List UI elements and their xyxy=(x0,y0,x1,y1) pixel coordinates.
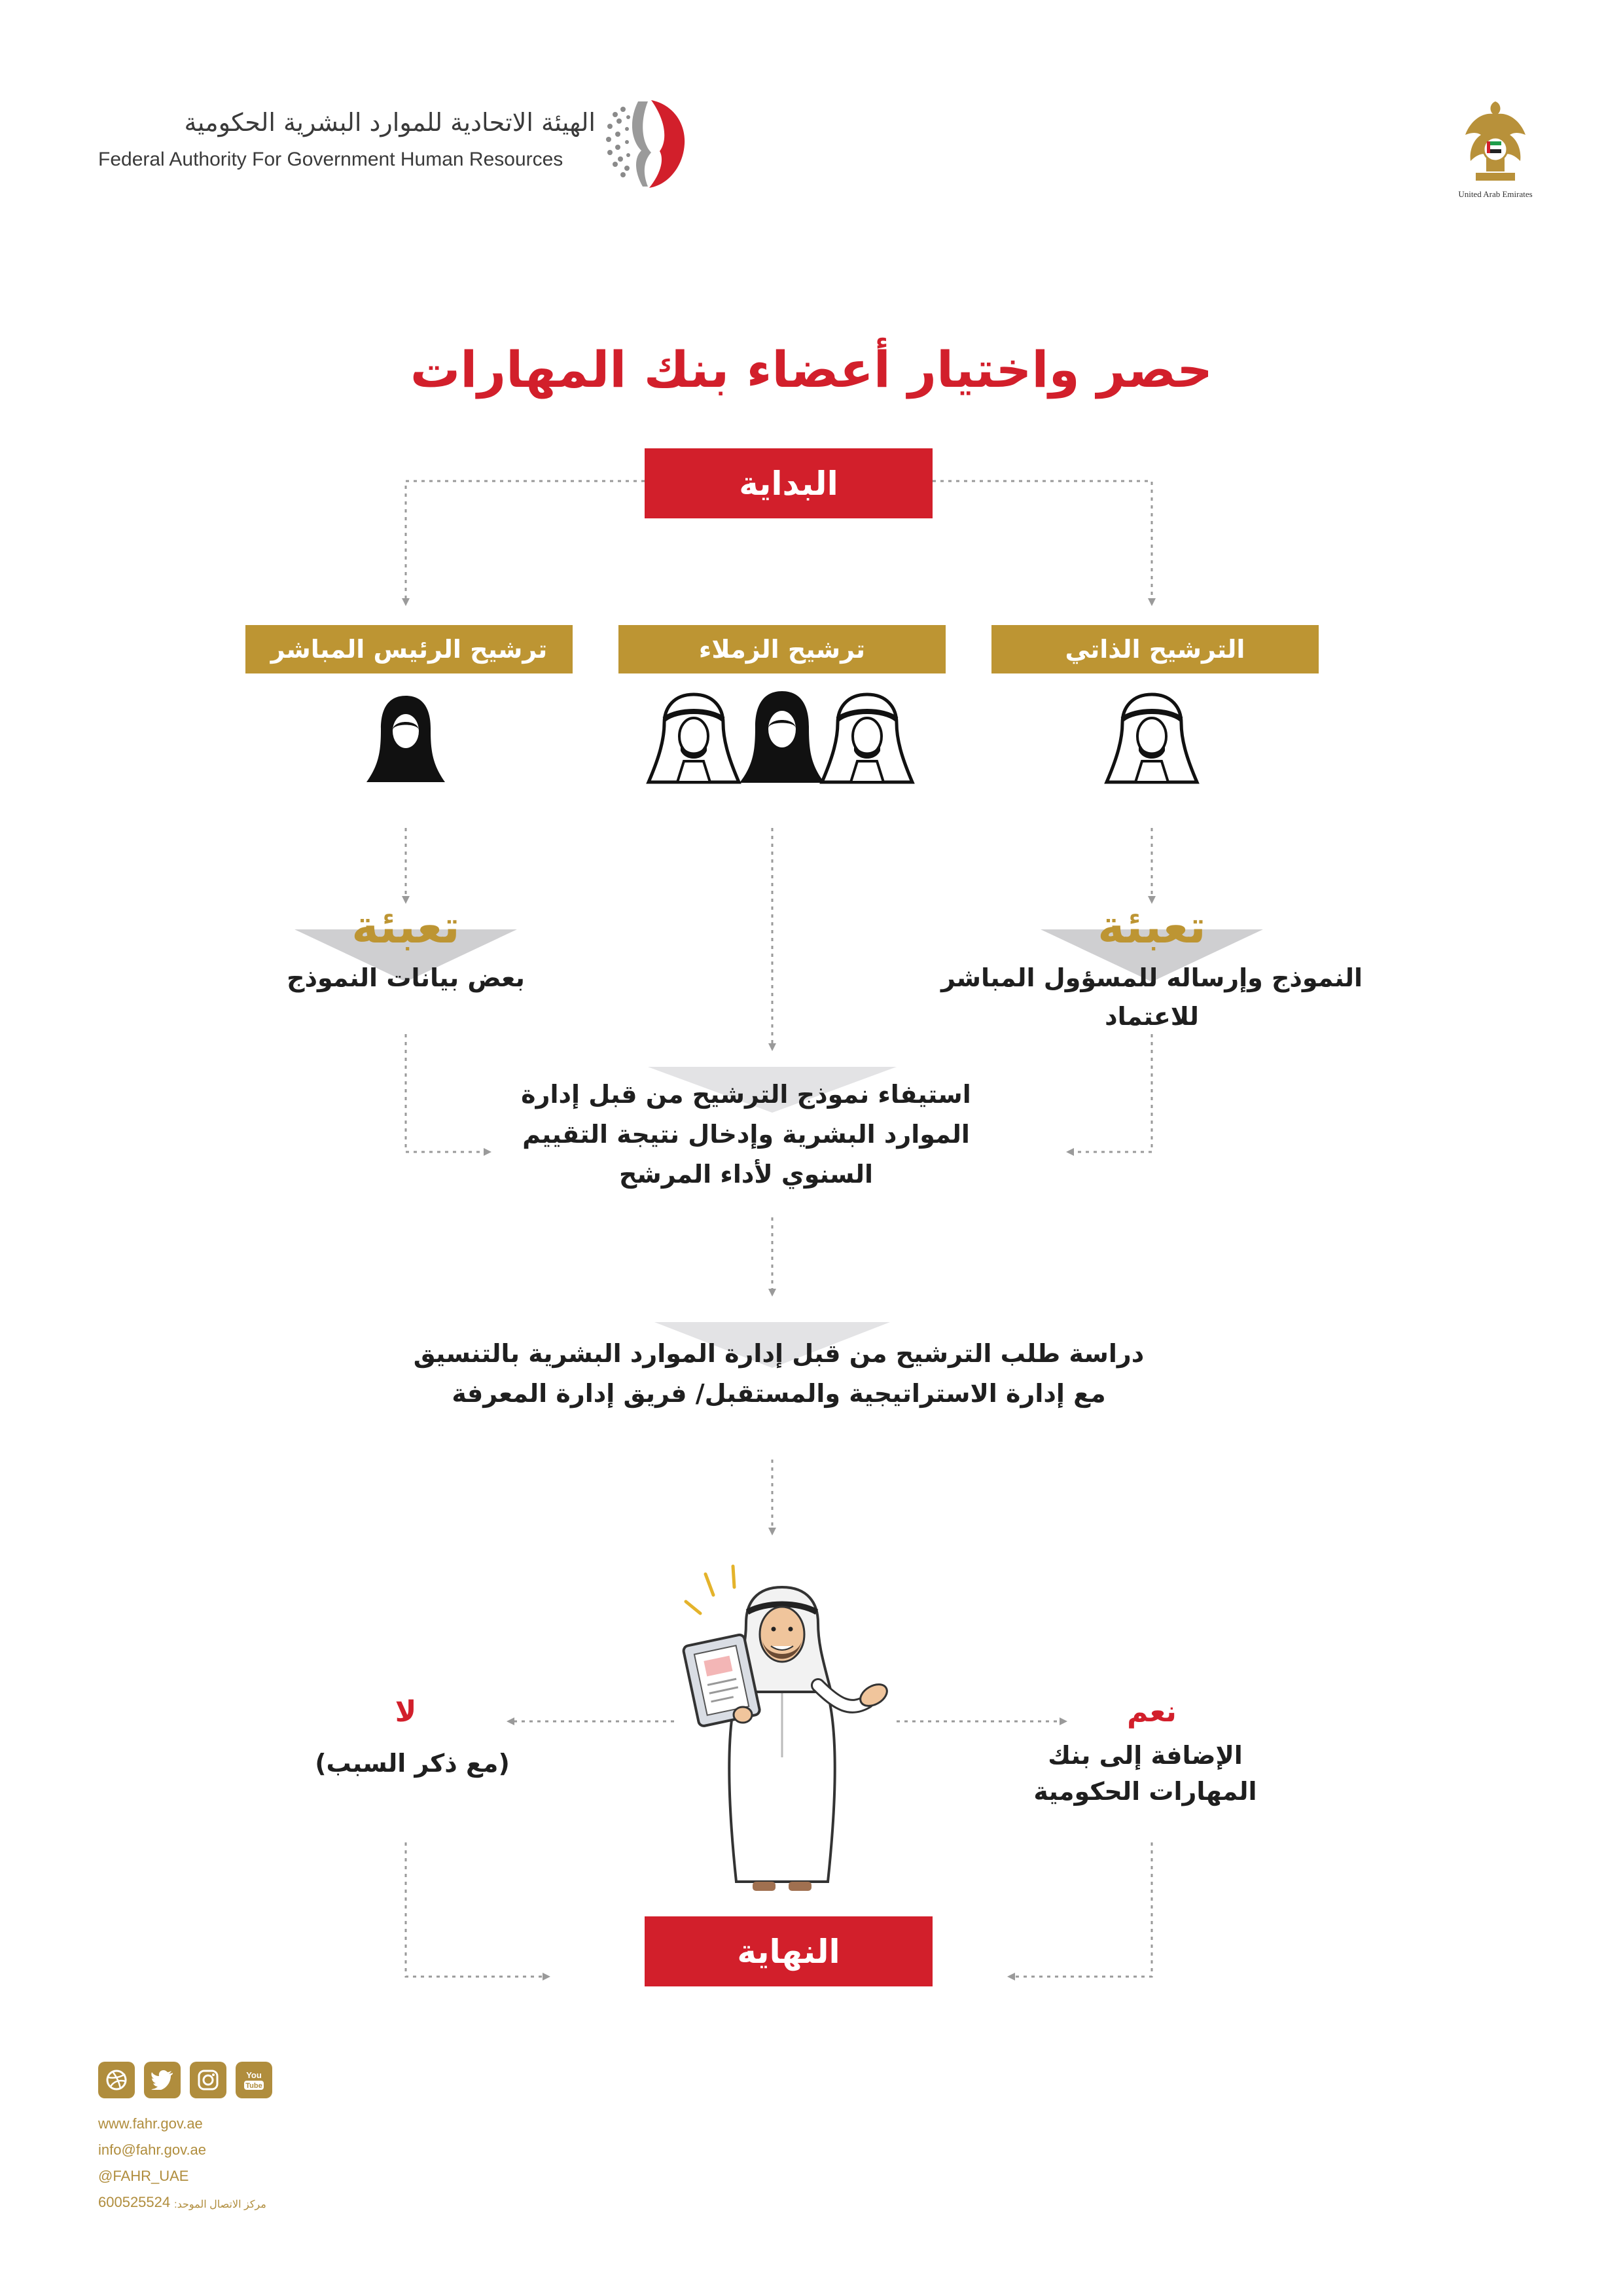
self-nomination-box: الترشيح الذاتي xyxy=(991,625,1319,673)
end-box: النهاية xyxy=(645,1916,933,1986)
email-link[interactable]: info@fahr.gov.ae xyxy=(98,2142,207,2158)
man-icon xyxy=(645,691,743,789)
complete-form-line: السنوي لأداء المرشح xyxy=(619,1159,873,1189)
fahr-emblem-icon xyxy=(602,95,687,193)
org-logo xyxy=(98,95,687,200)
svg-text:You: You xyxy=(246,2070,262,2080)
social-handle[interactable]: @FAHR_UAE xyxy=(98,2168,189,2184)
direct-manager-nomination-box: ترشيح الرئيس المباشر xyxy=(245,625,573,673)
complete-form-step xyxy=(510,1075,982,1194)
colleagues-nomination-box: ترشيح الزملاء xyxy=(618,625,946,673)
instagram-icon[interactable] xyxy=(190,2062,226,2098)
study-request-line: مع إدارة الاستراتيجية والمستقبل/ فريق إدارة المعرفة xyxy=(452,1378,1106,1408)
phone-number[interactable]: 600525524 xyxy=(98,2194,171,2210)
study-request-step xyxy=(366,1334,1191,1414)
study-request-line: دراسة طلب الترشيح من قبل إدارة الموارد البشرية بالتنسيق xyxy=(413,1339,1145,1368)
decision-yes-line: المهارات الحكومية xyxy=(1033,1777,1257,1806)
contact-block xyxy=(98,2111,266,2218)
org-name-english: Federal Authority For Government Human Resources xyxy=(98,149,563,170)
decision-man-illustration xyxy=(674,1561,890,1895)
uae-caption: United Arab Emirates xyxy=(1458,189,1533,199)
woman-icon xyxy=(360,691,452,789)
falcon-emblem-icon xyxy=(1456,98,1535,187)
decision-yes-label: نعم xyxy=(1127,1695,1177,1729)
man-icon xyxy=(818,691,916,789)
complete-form-line: استيفاء نموذج الترشيح من قبل إدارة xyxy=(521,1080,971,1109)
phone-label: مركز الاتصال الموحد: xyxy=(174,2199,266,2210)
man-icon xyxy=(1103,691,1201,789)
start-box: البداية xyxy=(645,448,933,518)
dribbble-icon[interactable] xyxy=(98,2062,135,2098)
social-links xyxy=(98,2062,272,2098)
fill-heading-left: تعبئة xyxy=(351,900,460,954)
woman-icon xyxy=(733,686,831,791)
decision-no-label: لا xyxy=(395,1695,417,1729)
phone-row xyxy=(98,2189,266,2218)
complete-form-line: الموارد البشرية وإدخال نتيجة التقييم xyxy=(522,1119,970,1149)
uae-coat-of-arms xyxy=(1456,98,1535,203)
fill-heading-right: تعبئة xyxy=(1097,900,1206,954)
fill-text-right: النموذج وإرساله للمسؤول المباشر للاعتماد xyxy=(940,963,1363,1031)
fill-text-left: بعض بيانات النموذج xyxy=(287,963,525,992)
decision-yes-line: الإضافة إلى بنك xyxy=(1048,1741,1243,1770)
youtube-icon[interactable] xyxy=(236,2062,272,2098)
decision-no-note: (مع ذكر السبب) xyxy=(315,1749,510,1778)
svg-text:Tube: Tube xyxy=(245,2082,262,2090)
website-link[interactable]: www.fahr.gov.ae xyxy=(98,2115,203,2132)
org-name-arabic: الهيئة الاتحادية للموارد البشرية الحكومية xyxy=(184,108,596,137)
page-title: حصر واختيار أعضاء بنك المهارات xyxy=(410,340,1213,399)
decision-yes-text xyxy=(1027,1738,1263,1810)
twitter-icon[interactable] xyxy=(144,2062,181,2098)
